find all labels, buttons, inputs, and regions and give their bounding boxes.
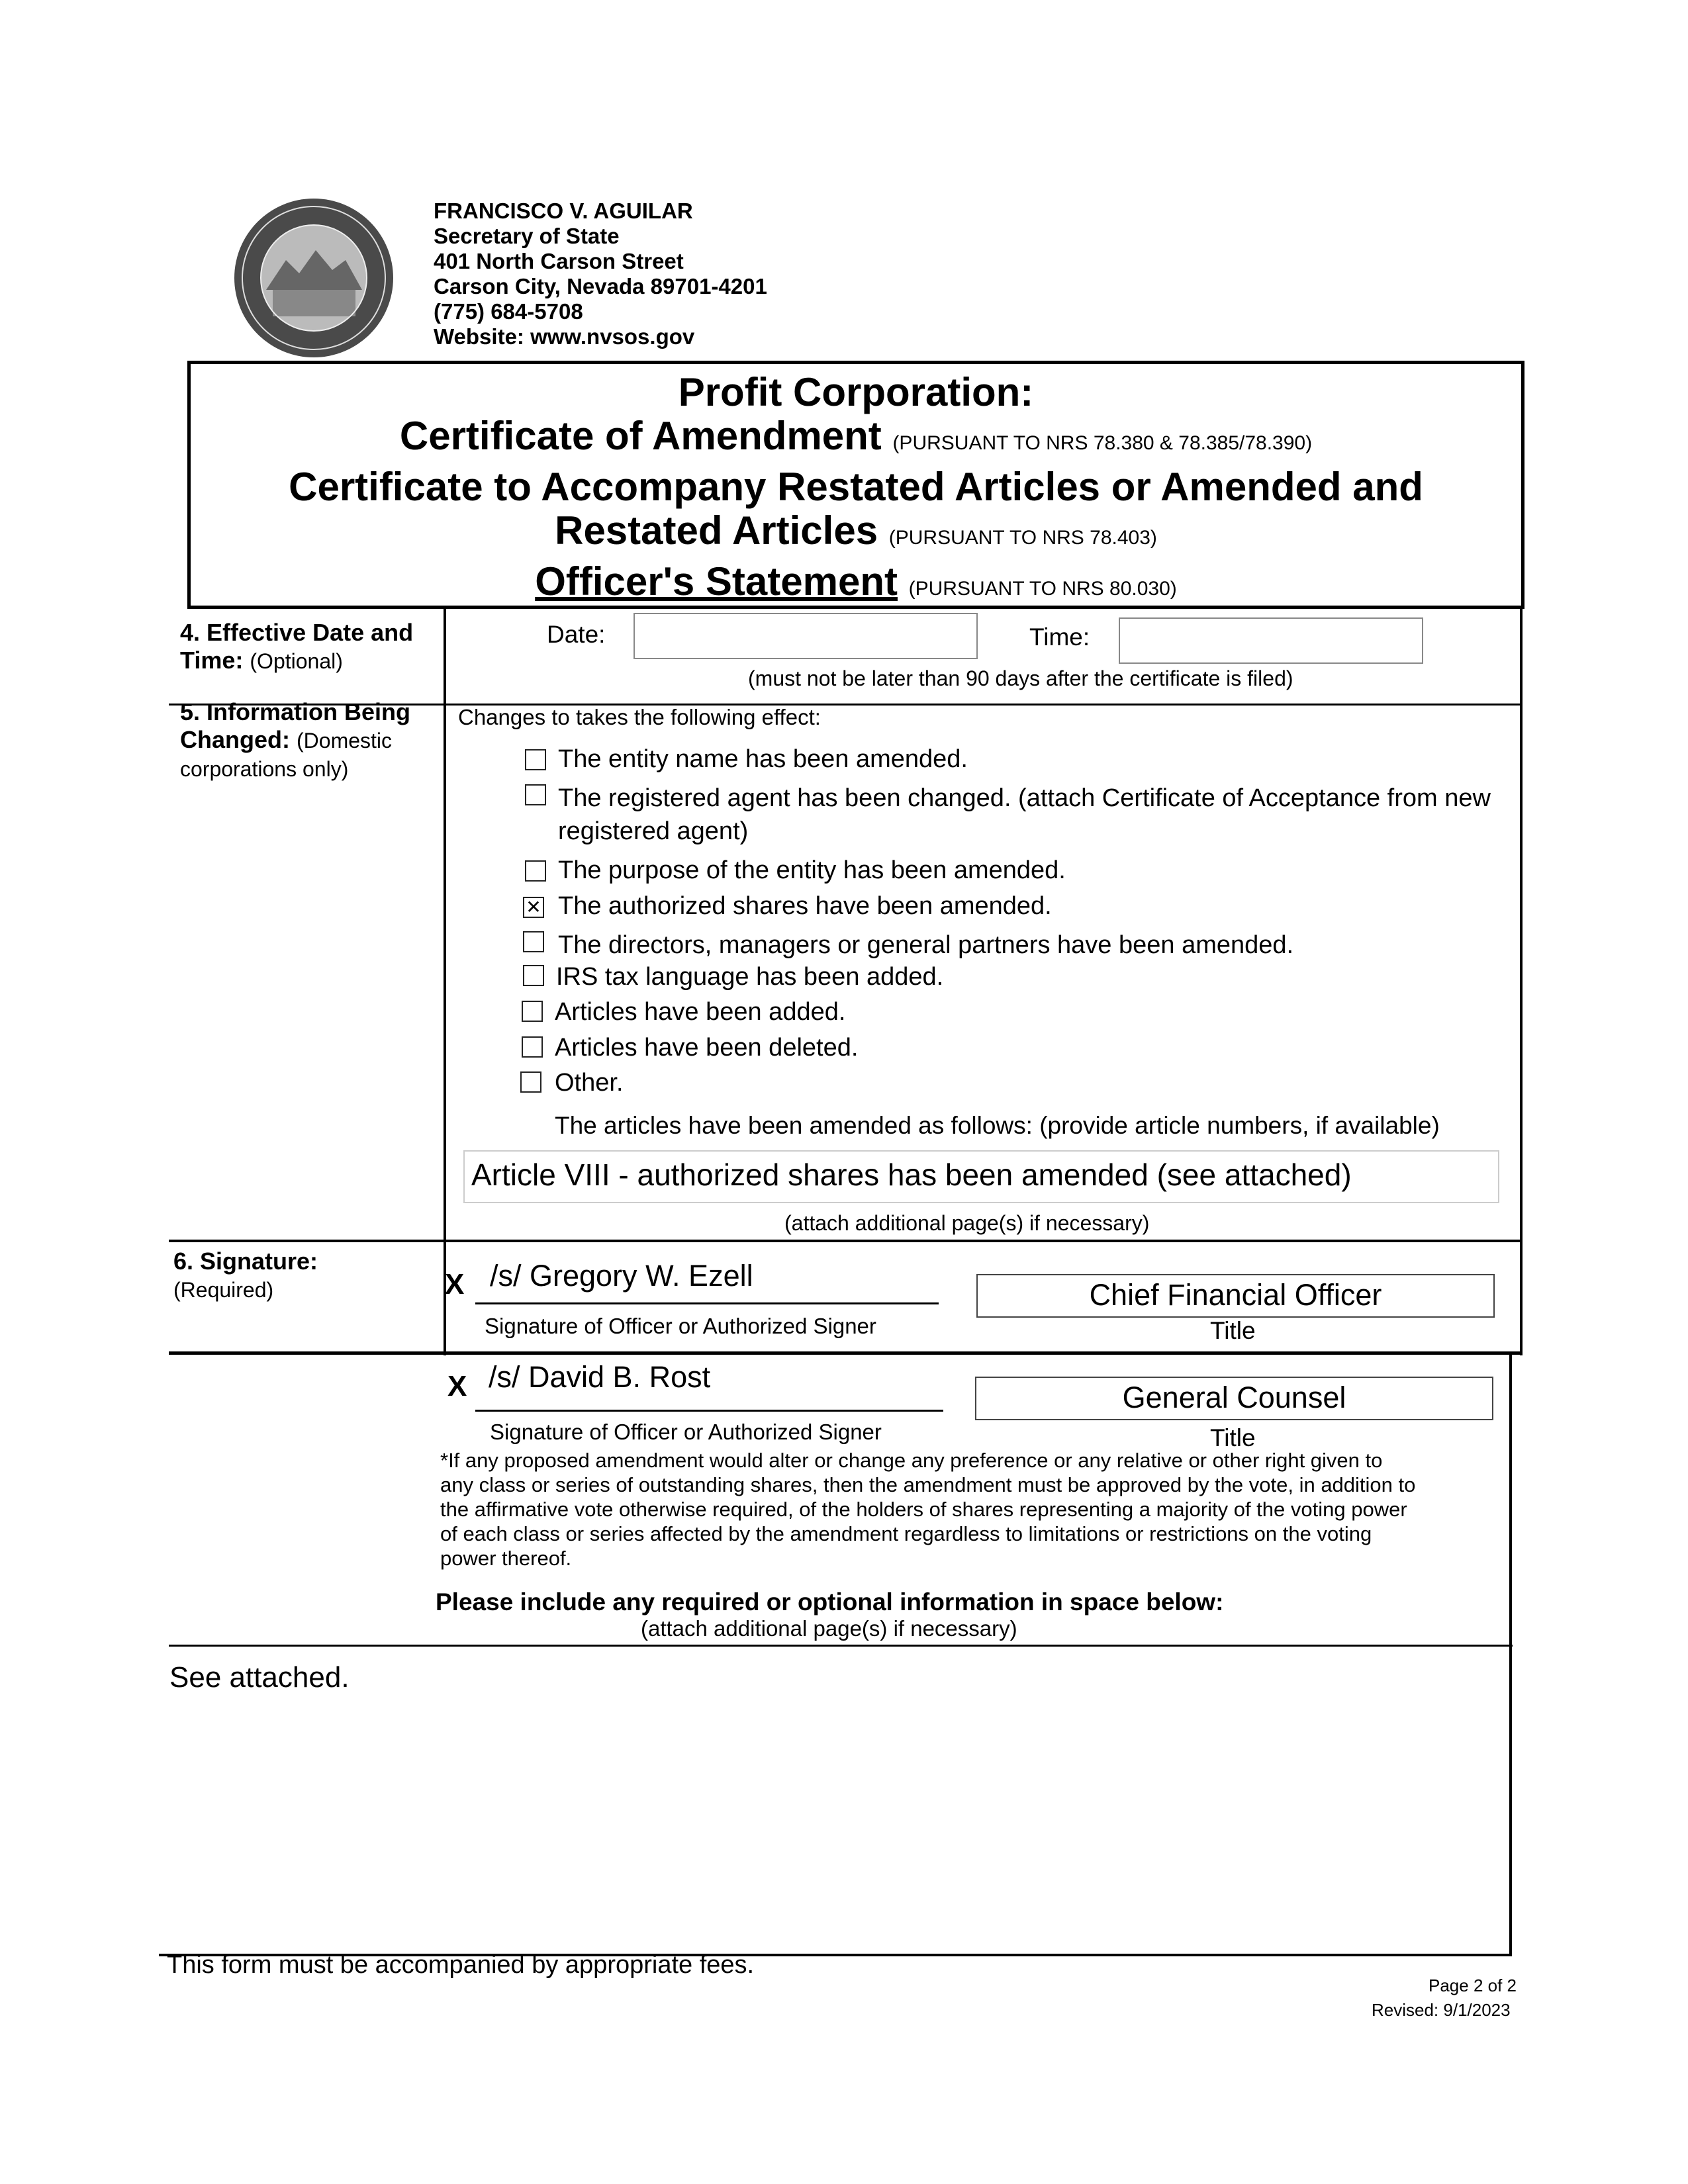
title-value-1: Chief Financial Officer (1089, 1278, 1382, 1312)
option-registered-agent-cont: registered agent) (558, 817, 749, 845)
signature-caption-2: Signature of Officer or Authorized Signer (490, 1420, 882, 1444)
checkbox-articles-deleted[interactable] (522, 1036, 543, 1058)
checkbox-authorized-shares[interactable] (523, 897, 544, 918)
extra-right-border (1509, 1351, 1512, 1956)
divider-5-6 (169, 1240, 1523, 1242)
signer-2: /s/ David B. Rost (489, 1360, 711, 1394)
signature-x-2: X (447, 1370, 467, 1402)
signer-1: /s/ Gregory W. Ezell (490, 1259, 753, 1293)
checkbox-directors[interactable] (523, 931, 544, 952)
page-number: Page 2 of 2 (1429, 1976, 1517, 1995)
checkbox-registered-agent[interactable] (525, 784, 546, 805)
secretary-name: FRANCISCO V. AGUILAR (434, 199, 693, 223)
checkbox-entity-name[interactable] (525, 749, 546, 770)
amended-intro: The articles have been amended as follows: (provide article numbers, if available) (555, 1112, 1440, 1139)
revision-date: Revised: 9/1/2023 (1372, 2000, 1511, 2020)
option-articles-deleted: Articles have been deleted. (555, 1034, 859, 1062)
option-directors: The directors, managers or general partners have been amended. (558, 931, 1294, 959)
checkbox-irs-tax[interactable] (523, 965, 544, 986)
checkmark-icon: ✕ (526, 897, 541, 917)
section-6-label: 6. Signature: (Required) (173, 1248, 318, 1302)
street-address: 401 North Carson Street (434, 249, 684, 273)
fees-notice: This form must be accompanied by appropriate fees. (167, 1951, 755, 1979)
title-value-2: General Counsel (1122, 1381, 1346, 1414)
label-column-divider (444, 608, 446, 1355)
option-purpose: The purpose of the entity has been amended. (558, 856, 1066, 884)
signature-x-1: X (445, 1268, 465, 1300)
divider-6-extra (169, 1351, 1523, 1355)
option-authorized-shares: The authorized shares have been amended. (558, 892, 1052, 920)
option-irs-tax: IRS tax language has been added. (556, 963, 944, 991)
nevada-state-seal (233, 197, 395, 359)
option-entity-name: The entity name has been amended. (558, 745, 968, 773)
title-line-5: Officer's Statement (PURSUANT TO NRS 80.030) (535, 559, 1177, 604)
right-border (1520, 608, 1523, 1355)
checkbox-other[interactable] (520, 1071, 541, 1093)
time-field[interactable] (1119, 617, 1423, 664)
checkbox-purpose[interactable] (525, 860, 546, 882)
title-line-4: Restated Articles (PURSUANT TO NRS 78.403) (555, 508, 1157, 553)
changes-intro: Changes to takes the following effect: (458, 705, 821, 729)
section-4-label: 4. Effective Date and Time: (Optional) (180, 619, 414, 674)
date-label: Date: (547, 621, 606, 648)
attach-note: (attach additional page(s) if necessary) (784, 1211, 1150, 1235)
title-caption-2: Title (1210, 1424, 1256, 1451)
form-title-box (187, 361, 1524, 609)
extra-info-note: (attach additional page(s) if necessary) (641, 1616, 1017, 1641)
section-5-label: 5. Information Being Changed: (Domestic corporations only) (180, 698, 411, 781)
option-registered-agent: The registered agent has been changed. (attach Certificate of Acceptance from new (558, 784, 1491, 812)
city-address: Carson City, Nevada 89701-4201 (434, 274, 767, 298)
date-field[interactable] (633, 613, 978, 659)
extra-info-value: See attached. (169, 1661, 350, 1694)
issuer-header (434, 199, 767, 349)
title-line-1: Profit Corporation: (678, 370, 1034, 414)
signature-line-1[interactable] (475, 1302, 939, 1304)
date-constraint-note: (must not be later than 90 days after the certificate is filed) (748, 666, 1293, 690)
title-field-1[interactable] (976, 1274, 1495, 1318)
time-label: Time: (1029, 623, 1090, 651)
signature-line-2[interactable] (475, 1410, 943, 1412)
amendment-footnote: *If any proposed amendment would alter or change any preference or any relative or other right given to any class or series of outstanding shares, then the amendment must be approved by the vote, in addition to the affirmative vote otherwise required, of the holders of shares representing a majority of the voting power of each class or series affected by the amendment regardless to limitations or restrictions on the voting power thereof. (440, 1449, 1416, 1570)
checkbox-articles-added[interactable] (522, 1001, 543, 1022)
signature-caption-1: Signature of Officer or Authorized Signer (485, 1314, 876, 1338)
title-field-2[interactable] (975, 1377, 1493, 1420)
title-line-3: Certificate to Accompany Restated Articles or Amended and (289, 465, 1423, 509)
option-other: Other. (555, 1069, 624, 1097)
title-caption-1: Title (1210, 1317, 1256, 1344)
extra-info-heading: Please include any required or optional information in space below: (436, 1588, 1224, 1615)
website: Website: www.nvsos.gov (434, 324, 695, 349)
secretary-office: Secretary of State (434, 224, 620, 248)
amended-articles-value: Article VIII - authorized shares has been amended (see attached) (471, 1158, 1352, 1192)
option-articles-added: Articles have been added. (555, 998, 846, 1026)
title-line-2: Certificate of Amendment (PURSUANT TO NRS 78.380 & 78.385/78.390) (399, 414, 1313, 458)
phone-number: (775) 684-5708 (434, 299, 583, 324)
divider-extra-heading (169, 1645, 1513, 1647)
